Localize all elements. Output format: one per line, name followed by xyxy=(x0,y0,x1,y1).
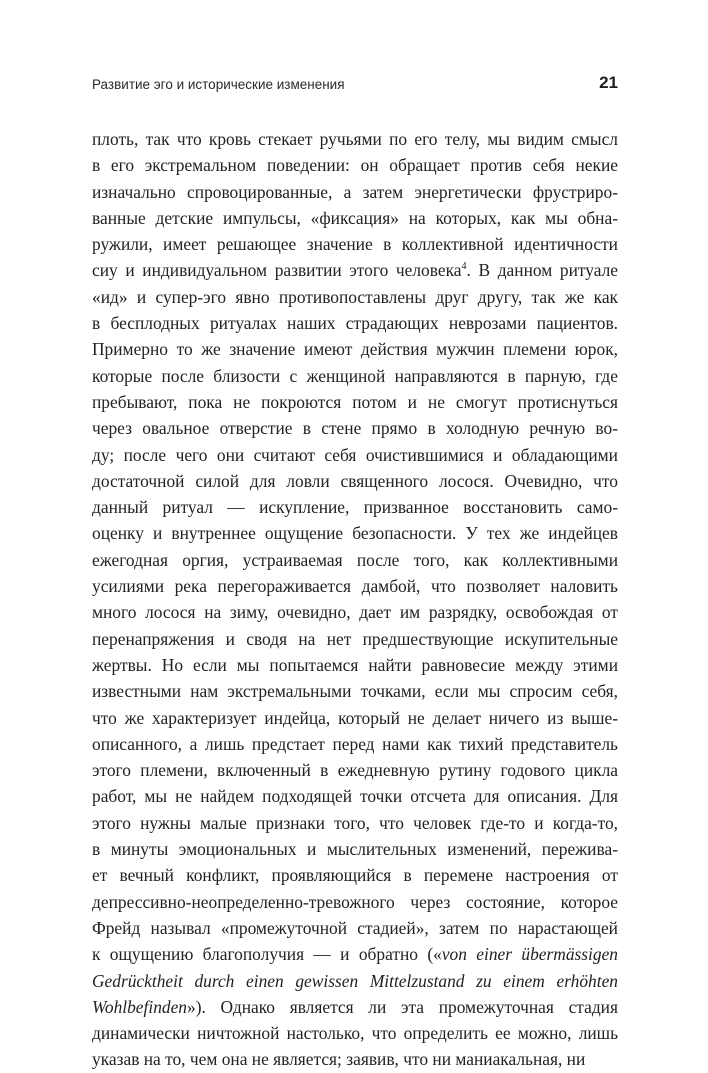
text-line xyxy=(92,889,618,915)
text-line xyxy=(92,915,618,941)
text-segment: к ощущению благополучия — и обратно (« xyxy=(92,944,442,965)
text-segment: в минуты эмоциональных и мыслительных изменений, пережива- xyxy=(92,839,618,860)
text-segment: этого нужны малые признаки того, что человек где-то и когда-то, xyxy=(92,812,618,833)
text-segment: работ, мы не найдем подходящей точки отсчета для описания. Для xyxy=(92,786,618,807)
text-line xyxy=(92,705,618,731)
text-line xyxy=(92,547,618,573)
running-head xyxy=(92,73,618,97)
text-line xyxy=(92,231,618,257)
italic-text-segment: Wohlbefinden xyxy=(92,996,187,1017)
text-segment: известными нам экстремальными точками, если мы спросим себя, xyxy=(92,681,618,702)
body-text xyxy=(92,126,618,1073)
running-title: Развитие эго и исторические изменения xyxy=(92,77,345,92)
text-line xyxy=(92,862,618,888)
text-segment: этого племени, включенный в ежедневную рутину годового цикла xyxy=(92,760,618,781)
text-line xyxy=(92,599,618,625)
text-segment: динамически ничтожной настолько, что определить ее можно, лишь xyxy=(92,1023,618,1044)
text-segment: достаточной силой для ловли священного лосося. Очевидно, что xyxy=(92,470,618,491)
text-segment: »). Однако является ли эта промежуточная стадия xyxy=(187,996,618,1017)
text-line xyxy=(92,757,618,783)
text-line xyxy=(92,626,618,652)
text-line xyxy=(92,783,618,809)
text-segment: усилиями река перегораживается дамбой, что позволяет наловить xyxy=(92,576,618,597)
text-line xyxy=(92,152,618,178)
text-line xyxy=(92,836,618,862)
text-line xyxy=(92,994,618,1020)
text-line xyxy=(92,810,618,836)
text-segment: ружили, имеет решающее значение в коллективной идентичности xyxy=(92,234,618,255)
text-line xyxy=(92,520,618,546)
footnote-reference: 4 xyxy=(461,261,467,273)
text-line xyxy=(92,494,618,520)
text-segment: сиу и индивидуальном развитии этого человека xyxy=(92,260,462,281)
text-segment: оценку и внутреннее ощущение безопасности. У тех же индейцев xyxy=(92,523,618,544)
text-line xyxy=(92,284,618,310)
text-line xyxy=(92,731,618,757)
text-segment: данный ритуал — искупление, призванное восстановить само- xyxy=(92,497,618,518)
text-segment: описанного, а лишь предстает перед нами как тихий представитель xyxy=(92,733,618,754)
text-segment: Фрейд называл «промежуточной стадией», затем по нарастающей xyxy=(92,917,618,938)
text-line xyxy=(92,257,618,283)
page-number: 21 xyxy=(599,73,618,92)
text-segment: что же характеризует индейца, который не делает ничего из выше- xyxy=(92,707,618,728)
text-line xyxy=(92,678,618,704)
text-line xyxy=(92,415,618,441)
italic-text-segment: von einer übermässigen xyxy=(441,944,618,965)
text-line xyxy=(92,652,618,678)
text-line xyxy=(92,442,618,468)
text-segment: которые после близости с женщиной направляются в парную, где xyxy=(92,365,618,386)
text-segment: перенапряжения и сводя на нет предшествующие искупительные xyxy=(92,628,618,649)
text-segment: через овальное отверстие в стене прямо в холодную речную во- xyxy=(92,418,618,439)
text-segment: изначально спровоцированные, а затем энергетически фрустриро- xyxy=(92,181,618,202)
text-line xyxy=(92,336,618,362)
text-segment: . В данном ритуале xyxy=(466,260,618,281)
text-segment: жертвы. Но если мы попытаемся найти равновесие между этими xyxy=(92,654,618,675)
text-line xyxy=(92,179,618,205)
text-line xyxy=(92,573,618,599)
text-segment: в бесплодных ритуалах наших страдающих неврозами пациентов. xyxy=(92,313,618,334)
text-segment: в его экстремальном поведении: он обращает против себя некие xyxy=(92,155,618,176)
text-line xyxy=(92,941,618,967)
text-line xyxy=(92,363,618,389)
text-line xyxy=(92,205,618,231)
text-segment: ванные детские импульсы, «фиксация» на которых, как мы обна- xyxy=(92,207,618,228)
text-line xyxy=(92,1020,618,1046)
text-segment: ет вечный конфликт, проявляющийся в перемене настроения от xyxy=(92,865,618,886)
text-line xyxy=(92,310,618,336)
text-segment: пребывают, пока не покроются потом и не смогут протиснуться xyxy=(92,391,618,412)
text-segment: плоть, так что кровь стекает ручьями по его телу, мы видим смысл xyxy=(92,129,618,149)
text-segment: указав на то, чем она не является; заявив, что ни маниакальная, ни xyxy=(92,1049,586,1070)
text-line xyxy=(92,968,618,994)
text-segment: Примерно то же значение имеют действия мужчин племени юрок, xyxy=(92,339,618,360)
text-line xyxy=(92,468,618,494)
text-segment: ду; после чего они считают себя очистившимися и обладающими xyxy=(92,444,618,465)
text-segment: много лосося на зиму, очевидно, дает им разрядку, освобождая от xyxy=(92,602,618,623)
text-line xyxy=(92,389,618,415)
text-segment: депрессивно-неопределенно-тревожного через состояние, которое xyxy=(92,891,618,912)
italic-text-segment: Gedrücktheit durch einen gewissen Mittelzustand zu einem erhöhten xyxy=(92,970,618,991)
text-segment: «ид» и супер-эго явно противопоставлены друг другу, так же как xyxy=(92,286,618,307)
text-line xyxy=(92,1046,618,1072)
text-segment: ежегодная оргия, устраиваемая после того, как коллективными xyxy=(92,549,618,570)
text-line xyxy=(92,126,618,152)
